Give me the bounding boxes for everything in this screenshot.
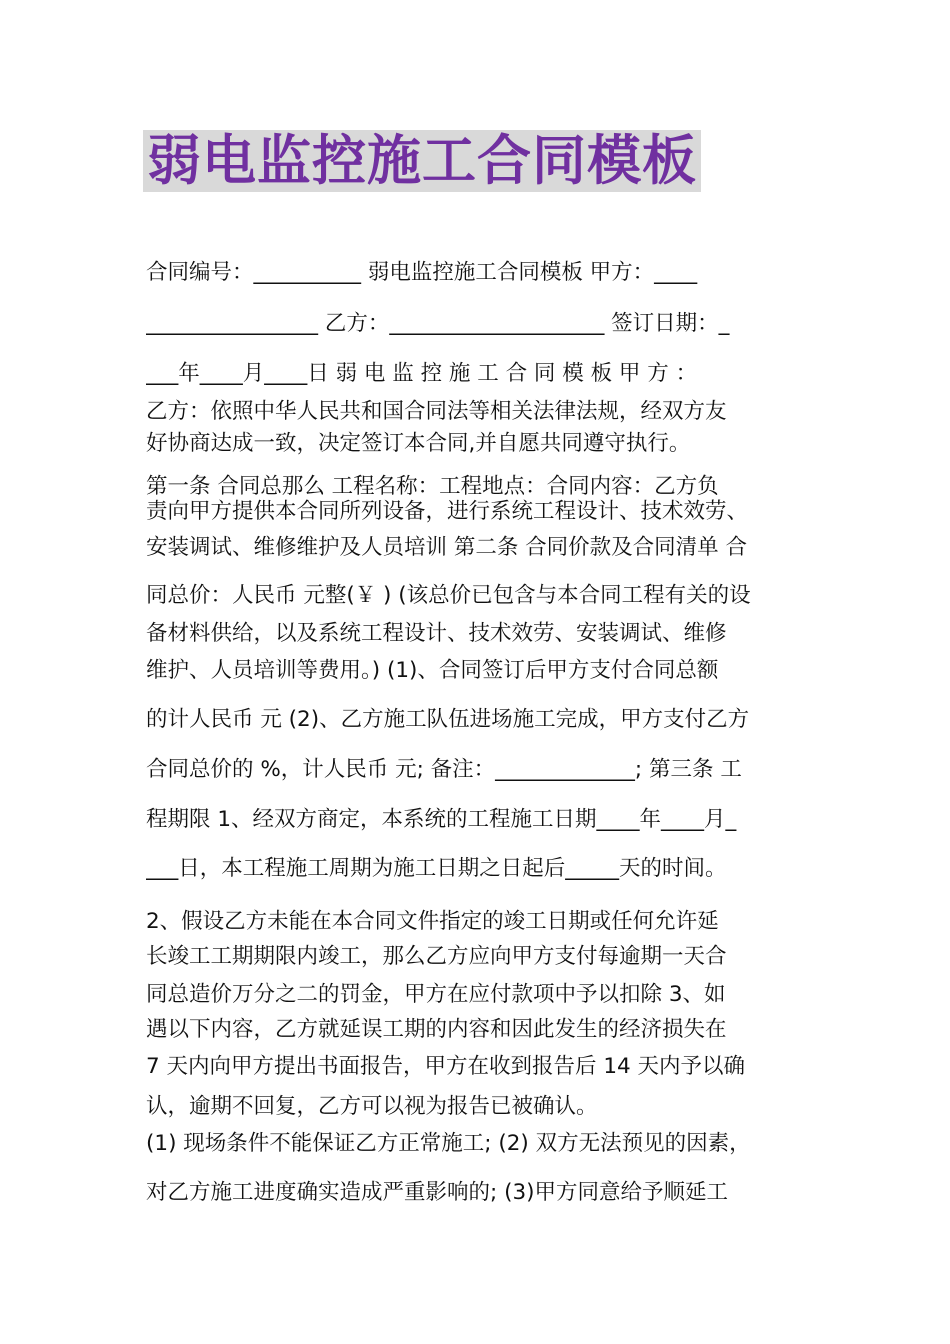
paragraph-line: 乙方：依照中华人民共和国合同法等相关法律法规，经双方友 — [146, 399, 727, 424]
paragraph-line: ___年____月____日 弱 电 监 控 施 工 合 同 模 板 甲 方 ： — [146, 361, 698, 386]
paragraph-line: 同总造价万分之二的罚金，甲方在应付款项中予以扣除 3、如 — [146, 982, 726, 1007]
document-title: 弱电监控施工合同模板 — [143, 130, 701, 192]
paragraph-line: 程期限 1、经双方商定，本系统的工程施工日期____年____月_ — [146, 807, 737, 832]
paragraph-line: 长竣工工期期限内竣工，那么乙方应向甲方支付每逾期一天合 — [146, 944, 727, 969]
paragraph-line: 合同编号：__________ 弱电监控施工合同模板 甲方：____ — [146, 260, 698, 285]
paragraph-line: 7 天内向甲方提出书面报告，甲方在收到报告后 14 天内予以确 — [146, 1054, 746, 1079]
paragraph-line: 的计人民币 元 (2)、乙方施工队伍进场施工完成，甲方支付乙方 — [146, 707, 750, 732]
paragraph-line: 好协商达成一致，决定签订本合同,并自愿共同遵守执行。 — [146, 431, 691, 456]
paragraph-line: 同总价：人民币 元整(￥ ) (该总价已包含与本合同工程有关的设 — [146, 583, 751, 608]
paragraph-line: (1) 现场条件不能保证乙方正常施工; (2) 双方无法预见的因素， — [146, 1131, 751, 1156]
paragraph-line: ___日，本工程施工周期为施工日期之日起后_____天的时间。 — [146, 856, 727, 881]
paragraph-line: 责向甲方提供本合同所列设备，进行系统工程设计、技术效劳、 — [146, 499, 749, 524]
paragraph-line: ________________ 乙方：____________________ 签订日期：_ — [146, 311, 730, 336]
paragraph-line: 遇以下内容，乙方就延误工期的内容和因此发生的经济损失在 — [146, 1017, 727, 1042]
paragraph-line: 对乙方施工进度确实造成严重影响的; (3)甲方同意给予顺延工 — [146, 1180, 729, 1205]
paragraph-line: 维护、人员培训等费用。) (1)、合同签订后甲方支付合同总额 — [146, 658, 719, 683]
paragraph-line: 第一条 合同总那么 工程名称：工程地点：合同内容：乙方负 — [146, 474, 719, 499]
paragraph-line: 认，逾期不回复，乙方可以视为报告已被确认。 — [146, 1094, 598, 1119]
paragraph-line: 安装调试、维修维护及人员培训 第二条 合同价款及合同清单 合 — [146, 535, 748, 560]
paragraph-line: 2、假设乙方未能在本合同文件指定的竣工日期或任何允许延 — [146, 909, 719, 934]
paragraph-line: 合同总价的 %，计人民币 元; 备注：_____________; 第三条 工 — [146, 757, 742, 782]
paragraph-line: 备材料供给，以及系统工程设计、技术效劳、安装调试、维修 — [146, 621, 727, 646]
